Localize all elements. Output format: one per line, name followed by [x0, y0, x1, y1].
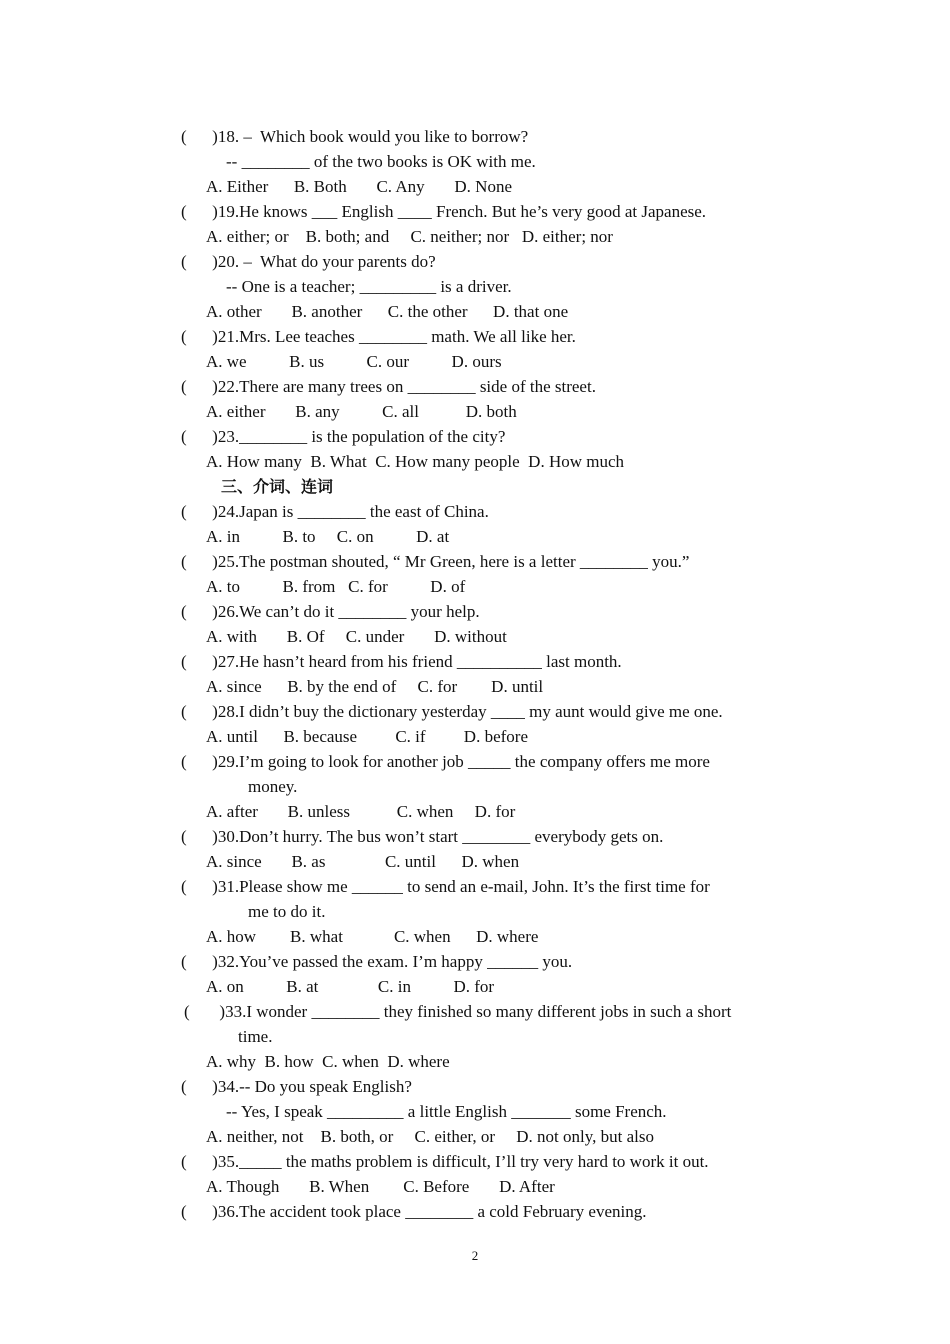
question-18-stem: ( )18. – Which book would you like to borrow?	[181, 127, 529, 146]
question-28-options: A. until B. because C. if D. before	[206, 727, 528, 746]
question-30-stem: ( )30.Don’t hurry. The bus won’t start ________ everybody gets on.	[181, 827, 664, 846]
question-33-stem-continued: time.	[238, 1027, 273, 1046]
question-23-options: A. How many B. What C. How many people D. How much	[206, 452, 625, 471]
question-20-options: A. other B. another C. the other D. that one	[206, 302, 569, 321]
question-31-options: A. how B. what C. when D. where	[206, 927, 539, 946]
question-29-stem: ( )29.I’m going to look for another job _____ the company offers me more	[181, 752, 710, 771]
question-36-stem: ( )36.The accident took place ________ a cold February evening.	[181, 1202, 647, 1221]
question-34-options: A. neither, not B. both, or C. either, or D. not only, but also	[206, 1127, 654, 1146]
question-21-stem: ( )21.Mrs. Lee teaches ________ math. We all like her.	[181, 327, 576, 346]
section-heading: 三、介词、连词	[221, 477, 334, 496]
question-26-stem: ( )26.We can’t do it ________ your help.	[181, 602, 480, 621]
question-35-stem: ( )35._____ the maths problem is difficult, I’ll try very hard to work it out.	[181, 1152, 709, 1171]
question-27-options: A. since B. by the end of C. for D. until	[206, 677, 544, 696]
question-34-response: -- Yes, I speak _________ a little English _______ some French.	[226, 1102, 667, 1121]
question-22-stem: ( )22.There are many trees on ________ side of the street.	[181, 377, 596, 396]
question-20-stem: ( )20. – What do your parents do?	[181, 252, 436, 271]
question-19-options: A. either; or B. both; and C. neither; nor D. either; nor	[206, 227, 613, 246]
question-30-options: A. since B. as C. until D. when	[206, 852, 520, 871]
question-33-stem: ( )33.I wonder ________ they finished so many different jobs in such a short	[184, 1002, 732, 1021]
question-26-options: A. with B. Of C. under D. without	[206, 627, 507, 646]
question-25-stem: ( )25.The postman shouted, “ Mr Green, here is a letter ________ you.”	[181, 552, 690, 571]
question-32-options: A. on B. at C. in D. for	[206, 977, 495, 996]
question-18-response: -- ________ of the two books is OK with me.	[226, 152, 536, 171]
question-24-options: A. in B. to C. on D. at	[206, 527, 450, 546]
page-number: 2	[471, 1248, 479, 1263]
question-31-stem: ( )31.Please show me ______ to send an e-mail, John. It’s the first time for	[181, 877, 710, 896]
question-35-options: A. Though B. When C. Before D. After	[206, 1177, 555, 1196]
question-34-stem: ( )34.-- Do you speak English?	[181, 1077, 412, 1096]
question-20-response: -- One is a teacher; _________ is a driver.	[226, 277, 512, 296]
question-18-options: A. Either B. Both C. Any D. None	[206, 177, 512, 196]
question-29-stem-continued: money.	[248, 777, 298, 796]
question-23-stem: ( )23.________ is the population of the city?	[181, 427, 506, 446]
question-32-stem: ( )32.You’ve passed the exam. I’m happy ______ you.	[181, 952, 573, 971]
question-27-stem: ( )27.He hasn’t heard from his friend __________ last month.	[181, 652, 622, 671]
question-28-stem: ( )28.I didn’t buy the dictionary yesterday ____ my aunt would give me one.	[181, 702, 723, 721]
question-24-stem: ( )24.Japan is ________ the east of China.	[181, 502, 489, 521]
question-31-stem-continued: me to do it.	[248, 902, 326, 921]
question-33-options: A. why B. how C. when D. where	[206, 1052, 450, 1071]
question-22-options: A. either B. any C. all D. both	[206, 402, 517, 421]
question-29-options: A. after B. unless C. when D. for	[206, 802, 516, 821]
question-25-options: A. to B. from C. for D. of	[206, 577, 466, 596]
question-21-options: A. we B. us C. our D. ours	[206, 352, 502, 371]
question-19-stem: ( )19.He knows ___ English ____ French. But he’s very good at Japanese.	[181, 202, 707, 221]
